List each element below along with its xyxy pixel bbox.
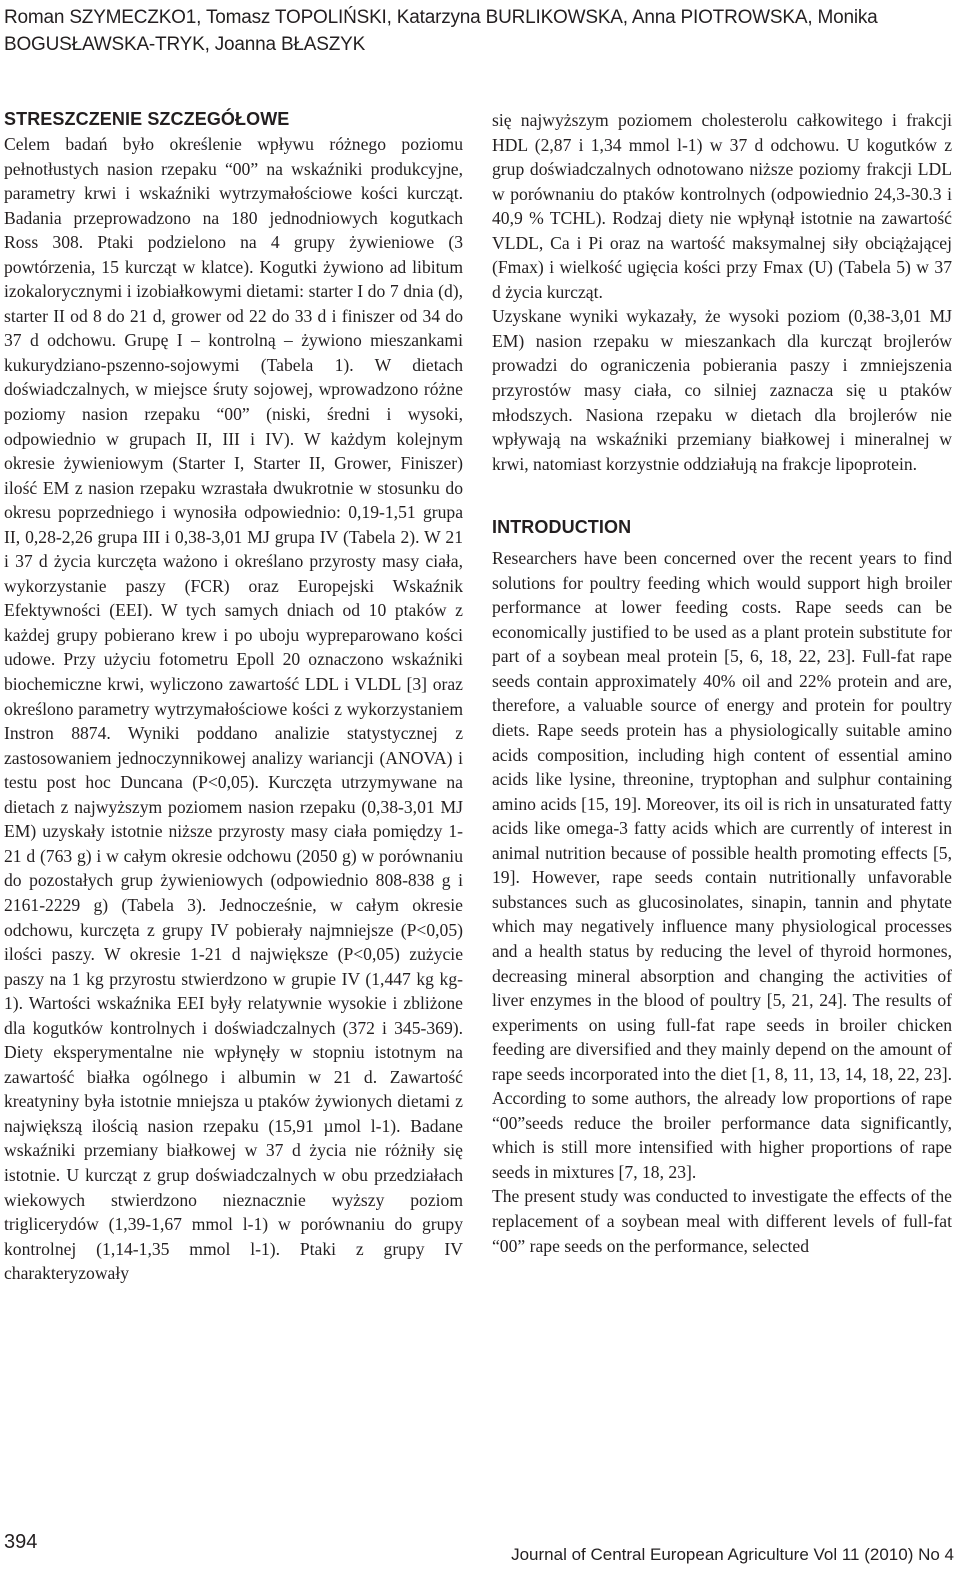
introduction-paragraph: Researchers have been concerned over the recent years to find solutions for poultry feeding which would support high broiler performance at lower feeding costs. Rape seeds can be economically justified to be used as a plant protein substitute for part of a soybean meal protein [5, 6, 18, 22, 23]. Full-fat rape seeds contain approximately 40% oil and 22% protein and are, therefore, a valuable source of energy and protein for poultry diets. Rape seeds protein has a physiologically suitable amino acids composition, including high content of essential amino acids like lysine, threonine, tryptophan and sulphur containing amino acids [15, 19]. Moreover, its oil is rich in unsaturated fatty acids like omega-3 fatty acids which are currently of interest in animal nutrition because of possible health promoting effects [5, 19]. However, rape seeds contain nutritionally unfavorable substances such as glucosinolates, sinapin, tannin and phytate which may negatively influence many physiological processes and a health status by reducing the level of thyroid hormones, decreasing mineral absorption and changing the activities of liver enzymes in the blood of poultry [5, 21, 24]. The results of experiments on using full-fat rape seeds in broiler chicken feeding are diversified and they mainly depend on the amount of rape seeds incorporated into the diet [1, 8, 11, 13, 14, 18, 22, 23]. According to some authors, the already low proportions of rape “00”seeds reduce the broiler performance data significantly, which is still more intensified with higher proportions of rape seeds in mixtures [7, 18, 23].: [492, 548, 952, 1182]
streszczenie-paragraph-conclusion: Uzyskane wyniki wykazały, że wysoki poziom (0,38-3,01 MJ EM) nasion rzepaku w mieszankach dla kurcząt brojlerów prowadzi do ograniczenia pobierania paszy i zmniejszenia przyrostów masy ciała, co silniej zaznacza się u ptaków młodszych. Nasiona rzepaku w dietach dla brojlerów nie wpływają na wskaźniki przemiany białkowej i mineralnej w krwi, natomiast korzystnie oddziałują na frakcje lipoprotein.: [492, 306, 952, 474]
author-list: Roman SZYMECZKO1, Tomasz TOPOLIŃSKI, Katarzyna BURLIKOWSKA, Anna PIOTROWSKA, Monika BOGUSŁAWSKA-TRYK, Joanna BŁASZYK: [4, 7, 878, 55]
streszczenie-paragraph-continued: się najwyższym poziomem cholesterolu całkowitego i frakcji HDL (2,87 i 1,34 mmol l-1) w 37 d odchowu. U kogutków z grup doświadczalnych odnotowano niższe poziomy frakcji LDL w porównaniu do ptaków kontrolnych (odpowiednio 24,3-30.3 i 40,9 % TCHL). Rodzaj diety nie wpłynął istotnie na zawartość VLDL, Ca i Pi oraz na wartość maksymalnej siły obciążającej (Fmax) i wielkość ugięcia kości przy Fmax (U) (Tabela 5) w 37 d życia kurcząt.: [492, 110, 952, 302]
journal-footer: Journal of Central European Agriculture Vol 11 (2010) No 4: [511, 1545, 954, 1564]
section-heading-streszczenie: STRESZCZENIE SZCZEGÓŁOWE: [4, 109, 290, 129]
section-heading-introduction: INTRODUCTION: [492, 517, 632, 538]
page-number: 394: [4, 1531, 38, 1553]
introduction-paragraph-2: The present study was conducted to investigate the effects of the replacement of a soybean meal with different levels of full-fat “00” rape seeds on the performance, selected: [492, 1186, 952, 1256]
right-column: [492, 108, 952, 1258]
section-spacer: [492, 476, 952, 516]
left-column: [4, 108, 463, 1286]
streszczenie-paragraph: Celem badań było określenie wpływu różnego poziomu pełnotłustych nasion rzepaku “00” na wskaźniki produkcyjne, parametry krwi i wskaźniki wytrzymałościowe kości kurcząt. Badania przeprowadzono na 180 jednodniowych kogutkach Ross 308. Ptaki podzielono na 4 grupy żywieniowe (3 powtórzenia, 15 kurcząt w klatce). Kogutki żywiono ad libitum izokalorycznymi i izobiałkowymi dietami: starter I do 7 dnia (d), starter II od 8 do 21 d, grower od 22 do 33 d i finiszer od 34 do 37 d odchowu. Grupę I – kontrolną – żywiono mieszankami kukurydziano-pszenno-sojowymi (Tabela 1). W dietach doświadczalnych, w miejsce śruty sojowej, wprowadzono różne poziomy nasion rzepaku “00” (niski, średni i wysoki, odpowiednio w grupach II, III i IV). W każdym kolejnym okresie żywieniowym (Starter I, Starter II, Grower, Finiszer) ilość EM z nasion rzepaku wzrastała dwukrotnie w stosunku do okresu poprzedniego i wynosiła odpowiednio: 0,19-1,51 grupa II, 0,28-2,26 grupa III i 0,38-3,01 MJ grupa IV (Tabela 2). W 21 i 37 d życia kurczęta ważono i określano przyrosty masy ciała, wykorzystanie paszy (FCR) oraz Europejski Wskaźnik Efektywności (EEI). W tych samych dniach od 10 ptaków z każdej grupy pobierano krew i po uboju wypreparowano kości udowe. Przy użyciu fotometru Epoll 20 oznaczono wskaźniki biochemiczne krwi, wyliczono zawartość LDL i VLDL [3] oraz określono parametry wytrzymałościowe kości z wykorzystaniem Instron 8874. Wyniki poddano analizie statystycznej z zastosowaniem jednoczynnikowej analizy wariancji (ANOVA) i testu post hoc Duncana (P<0,05). Kurczęta utrzymywane na dietach z najwyższym poziomem nasion rzepaku (0,38-3,01 MJ EM) uzyskały istotnie niższe przyrosty masy ciała pomiędzy 1-21 d (763 g) i w całym okresie odchowu (2050 g) w porównaniu do pozostałych grup żywieniowych (odpowiednio 808-838 g i 2161-2229 g) (Tabela 3). Jednocześnie, w całym okresie odchowu, kurczęta z grupy IV pobierały najmniejsze (P<0,05) ilości paszy. W okresie 1-21 d największe (P<0,05) zużycie paszy na 1 kg przyrostu stwierdzono w grupie IV (1,447 kg kg-1). Wartości wskaźnika EEI były relatywnie wysokie i zbliżone dla kogutków kontrolnych i doświadczalnych (372 i 345-369). Diety eksperymentalne nie wpłynęły w stopniu istotnym na zawartość białka ogólnego i albumin w 21 d. Zawartość kreatyniny była istotnie mniejsza u ptaków żywionych dietami z największą ilością nasion rzepaku (15,91 µmol l-1). Badane wskaźniki przemiany białkowej w 37 d życia nie różniły się istotnie. U kurcząt z grup doświadczalnych w obu przedziałach wiekowych stwierdzono nieznacznie wyższy poziom triglicerydów (1,39-1,67 mmol l-1) w porównaniu do grupy kontrolnej (1,14-1,35 mmol l-1). Ptaki z grupy IV charakteryzowały: [4, 134, 463, 1284]
